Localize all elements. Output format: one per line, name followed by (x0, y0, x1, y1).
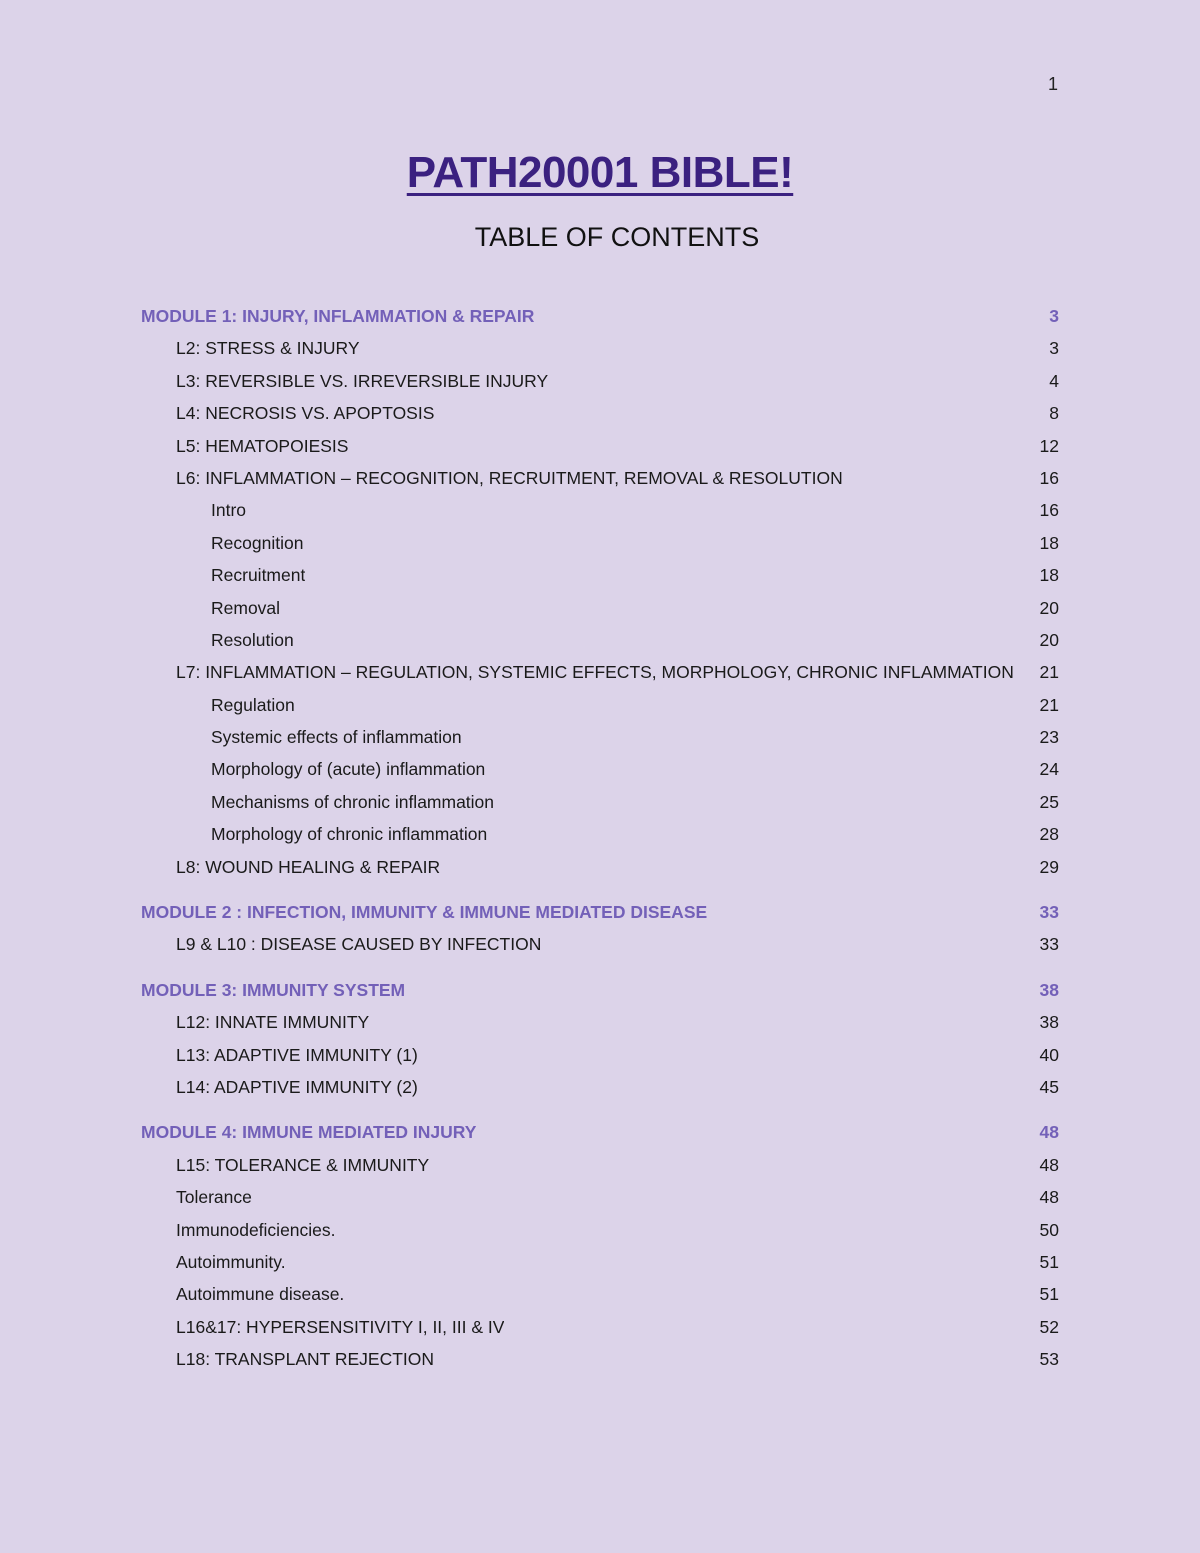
toc-entry-label: L18: TRANSPLANT REJECTION (176, 1349, 435, 1370)
toc-entry-page: 18 (1039, 532, 1059, 553)
toc-entry[interactable] (141, 559, 1059, 591)
toc-entry-page: 51 (1039, 1251, 1059, 1272)
toc-entry-page: 29 (1039, 856, 1059, 877)
toc-entry-label: L16&17: HYPERSENSITIVITY I, II, III & IV (176, 1316, 505, 1337)
toc-entry-label: MODULE 3: IMMUNITY SYSTEM (141, 979, 406, 1000)
toc-entry-label: Tolerance (176, 1187, 252, 1208)
toc-entry[interactable] (141, 1246, 1059, 1278)
toc-entry-label: Systemic effects of inflammation (211, 727, 462, 748)
toc-entry-page: 48 (1039, 1187, 1059, 1208)
toc-entry-page: 53 (1039, 1349, 1059, 1370)
toc-entry[interactable] (141, 332, 1059, 364)
toc-entry[interactable] (141, 656, 1059, 688)
document-title: PATH20001 BIBLE! (406, 148, 794, 197)
toc-entry-page: 20 (1039, 597, 1059, 618)
toc-entry-label: Intro (211, 500, 247, 521)
toc-entry-label: Morphology of (acute) inflammation (211, 759, 486, 780)
toc-entry-label: L4: NECROSIS VS. APOPTOSIS (176, 403, 435, 424)
toc-entry-page: 12 (1039, 435, 1059, 456)
toc-entry[interactable] (141, 818, 1059, 850)
toc-entry[interactable] (141, 1311, 1059, 1343)
toc-entry-label: L14: ADAPTIVE IMMUNITY (2) (176, 1076, 418, 1097)
toc-entry[interactable] (141, 721, 1059, 753)
page-number: 1 (1047, 74, 1058, 94)
toc-entry[interactable] (141, 462, 1059, 494)
toc-entry[interactable] (141, 928, 1059, 960)
toc-entry-label: MODULE 2 : INFECTION, IMMUNITY & IMMUNE MEDIATED DISEASE (141, 902, 708, 923)
toc-entry-page: 8 (1049, 403, 1059, 424)
toc-entry[interactable] (141, 851, 1059, 883)
toc-entry[interactable] (141, 1278, 1059, 1310)
toc-entry[interactable] (141, 1071, 1059, 1103)
toc-entry-page: 28 (1039, 824, 1059, 845)
toc-entry-label: L15: TOLERANCE & IMMUNITY (176, 1154, 430, 1175)
toc-entry-page: 25 (1039, 791, 1059, 812)
toc-entry-page: 51 (1039, 1284, 1059, 1305)
toc-entry-page: 38 (1039, 1012, 1059, 1033)
toc-entry[interactable] (141, 1149, 1059, 1181)
toc-module-entry[interactable] (141, 974, 1059, 1006)
toc-entry[interactable] (141, 1039, 1059, 1071)
toc-entry[interactable] (141, 753, 1059, 785)
toc-entry-page: 40 (1039, 1044, 1059, 1065)
toc-entry-label: L7: INFLAMMATION – REGULATION, SYSTEMIC EFFECTS, MORPHOLOGY, CHRONIC INFLAMMATION (176, 662, 1014, 683)
toc-entry-page: 24 (1039, 759, 1059, 780)
toc-entry-label: Removal (211, 597, 281, 618)
toc-entry[interactable] (141, 527, 1059, 559)
toc-entry[interactable] (141, 365, 1059, 397)
toc-entry-page: 48 (1039, 1122, 1059, 1143)
toc-entry-label: MODULE 1: INJURY, INFLAMMATION & REPAIR (141, 306, 535, 326)
toc-entry-label: MODULE 4: IMMUNE MEDIATED INJURY (141, 1122, 477, 1143)
toc-entry-page: 21 (1039, 694, 1059, 715)
toc-entry-label: Recognition (211, 532, 304, 553)
toc-entry-page: 48 (1039, 1154, 1059, 1175)
toc-entry[interactable] (141, 430, 1059, 462)
toc-entry[interactable] (141, 1181, 1059, 1213)
toc-entry-page: 23 (1039, 727, 1059, 748)
toc-entry-label: L13: ADAPTIVE IMMUNITY (1) (176, 1044, 418, 1065)
toc-entry-label: Recruitment (211, 565, 306, 586)
toc-entry-page: 3 (1049, 338, 1059, 359)
toc-entry-page: 52 (1039, 1316, 1059, 1337)
toc-entry-label: L2: STRESS & INJURY (176, 338, 360, 359)
toc-entry[interactable] (141, 592, 1059, 624)
toc-entry[interactable] (141, 624, 1059, 656)
toc-entry-label: L9 & L10 : DISEASE CAUSED BY INFECTION (176, 934, 542, 955)
table-of-contents (141, 300, 1059, 1376)
toc-entry[interactable] (141, 494, 1059, 526)
toc-entry[interactable] (141, 397, 1059, 429)
toc-entry-page: 20 (1039, 629, 1059, 650)
toc-entry-page: 16 (1039, 500, 1059, 521)
toc-entry-page: 33 (1039, 902, 1059, 923)
toc-entry-label: Morphology of chronic inflammation (211, 824, 488, 845)
toc-entry-label: L12: INNATE IMMUNITY (176, 1012, 370, 1033)
toc-module-entry[interactable] (141, 300, 1059, 332)
toc-entry-label: L8: WOUND HEALING & REPAIR (176, 856, 441, 877)
toc-entry-page: 16 (1039, 467, 1059, 488)
toc-entry-page: 3 (1049, 306, 1059, 326)
toc-entry-page: 50 (1039, 1219, 1059, 1240)
toc-module-entry[interactable] (141, 1116, 1059, 1148)
toc-entry-label: Resolution (211, 629, 294, 650)
toc-entry[interactable] (141, 1214, 1059, 1246)
toc-entry-page: 18 (1039, 565, 1059, 586)
toc-entry[interactable] (141, 786, 1059, 818)
toc-entry[interactable] (141, 689, 1059, 721)
toc-entry-label: Autoimmune disease. (176, 1284, 345, 1305)
toc-entry[interactable] (141, 1006, 1059, 1038)
toc-entry-label: Regulation (211, 694, 295, 715)
toc-entry-label: Immunodeficiencies. (176, 1219, 336, 1240)
toc-entry-label: L3: REVERSIBLE VS. IRREVERSIBLE INJURY (176, 370, 549, 391)
toc-entry-label: L6: INFLAMMATION – RECOGNITION, RECRUITMENT, REMOVAL & RESOLUTION (176, 467, 843, 488)
toc-entry-page: 4 (1049, 370, 1059, 391)
toc-entry-page: 33 (1039, 934, 1059, 955)
toc-entry-label: L5: HEMATOPOIESIS (176, 435, 349, 456)
toc-entry-page: 38 (1039, 979, 1059, 1000)
toc-entry-page: 21 (1039, 662, 1059, 683)
toc-module-entry[interactable] (141, 896, 1059, 928)
toc-entry-label: Mechanisms of chronic inflammation (211, 791, 495, 812)
toc-entry-page: 45 (1039, 1076, 1059, 1097)
toc-entry-label: Autoimmunity. (176, 1251, 286, 1272)
toc-heading: TABLE OF CONTENTS (474, 222, 760, 252)
toc-entry[interactable] (141, 1343, 1059, 1375)
